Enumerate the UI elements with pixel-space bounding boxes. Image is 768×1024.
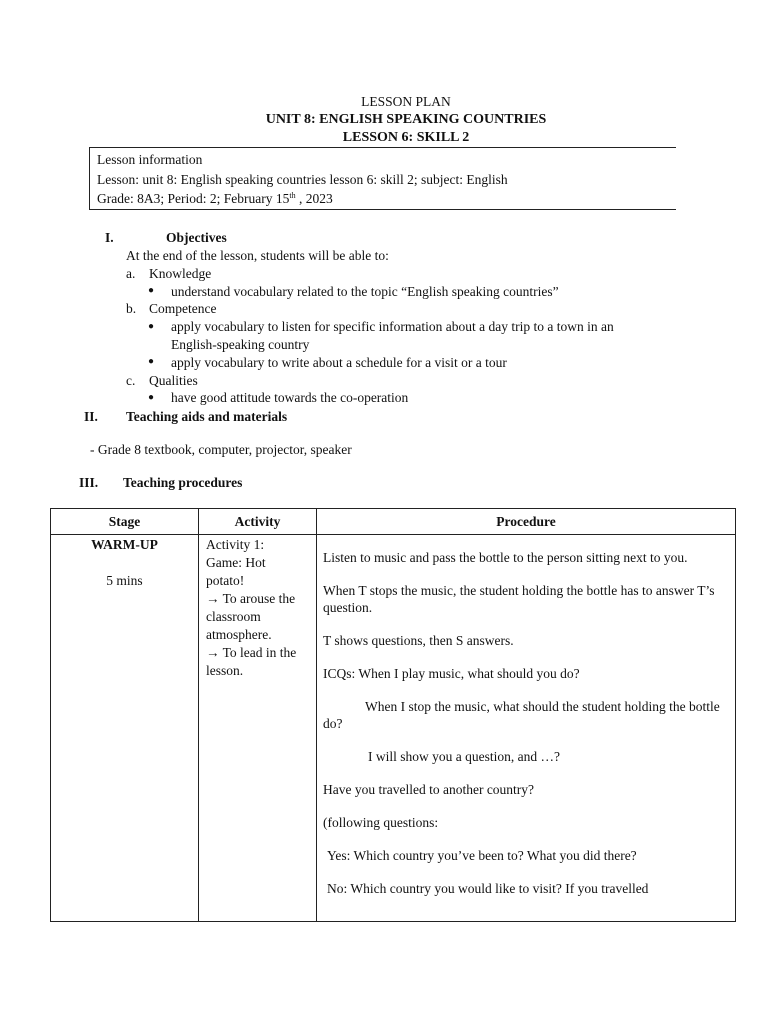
procedure-cell — [317, 535, 736, 922]
header-stage: Stage — [51, 509, 199, 535]
objectives-heading: Objectives — [166, 230, 227, 245]
activity-line: atmosphere. — [206, 627, 272, 642]
qualities-letter: c. — [126, 373, 136, 388]
procedure-step: Have you travelled to another country? — [323, 782, 535, 797]
qualities-item: have good attitude towards the co-operation — [171, 390, 409, 405]
aids-numeral: II. — [84, 409, 98, 424]
grade-text: Grade: 8A3; Period: 2; February 15 — [97, 191, 290, 206]
lesson-info-box — [89, 147, 676, 210]
competence-label: Competence — [149, 301, 217, 316]
competence-letter: b. — [126, 301, 137, 316]
lesson-plan-title: LESSON PLAN — [361, 94, 451, 109]
lesson-title: LESSON 6: SKILL 2 — [342, 130, 470, 145]
competence-item-1: apply vocabulary to listen for specific information about a day trip to a town in an — [171, 319, 614, 334]
unit-title: UNIT 8: ENGLISH SPEAKING COUNTRIES — [265, 112, 547, 127]
grade-line — [97, 189, 676, 209]
bullet-icon: ● — [148, 285, 155, 296]
procedure-step: No: Which country you would like to visit? If you travelled — [327, 881, 649, 896]
objectives-intro: At the end of the lesson, students will be able to: — [126, 248, 389, 263]
objectives-numeral: I. — [105, 230, 114, 245]
procedure-step: ICQs: When I play music, what should you do? — [323, 666, 580, 681]
table-row — [51, 535, 736, 922]
procedure-step: When T stops the music, the student holding the bottle has to answer T’s question. — [323, 583, 715, 615]
year-text: , 2023 — [295, 191, 333, 206]
stage-time: 5 mins — [106, 573, 143, 588]
procedure-table — [50, 508, 736, 922]
activity-line: classroom — [206, 609, 261, 624]
header-activity: Activity — [199, 509, 317, 535]
activity-cell — [199, 535, 317, 922]
qualities-label: Qualities — [149, 373, 198, 388]
procedures-numeral: III. — [79, 475, 99, 490]
competence-item-2: apply vocabulary to write about a schedule for a visit or a tour — [171, 355, 507, 370]
activity-line: → To arouse the — [206, 591, 296, 606]
procedure-step: Yes: Which country you’ve been to? What you did there? — [327, 848, 637, 863]
activity-line: Game: Hot — [206, 555, 266, 570]
procedure-step: T shows questions, then S answers. — [323, 633, 514, 648]
lesson-info-heading: Lesson information — [97, 152, 203, 167]
aids-content: - Grade 8 textbook, computer, projector, speaker — [90, 442, 352, 457]
procedure-step: (following questions: — [323, 815, 439, 830]
activity-line: lesson. — [206, 663, 244, 678]
procedures-heading: Teaching procedures — [123, 475, 243, 490]
knowledge-letter: a. — [126, 266, 136, 281]
table-header-row — [51, 509, 736, 535]
aids-heading: Teaching aids and materials — [126, 409, 288, 424]
procedure-step: I will show you a question, and …? — [368, 749, 560, 764]
bullet-icon: ● — [148, 392, 155, 403]
stage-name: WARM-UP — [91, 537, 158, 552]
procedure-step: When I stop the music, what should the student holding the bottle do? — [323, 699, 720, 731]
lesson-line: Lesson: unit 8: English speaking countries lesson 6: skill 2; subject: English — [97, 171, 508, 187]
activity-line: → To lead in the — [206, 645, 297, 660]
knowledge-label: Knowledge — [149, 266, 212, 281]
stage-cell — [51, 535, 199, 922]
activity-line: potato! — [206, 573, 245, 588]
procedure-step: Listen to music and pass the bottle to the person sitting next to you. — [323, 550, 688, 565]
header-procedure: Procedure — [317, 509, 736, 535]
bullet-icon: ● — [148, 356, 155, 367]
competence-item-1-cont: English-speaking country — [171, 337, 310, 352]
bullet-icon: ● — [148, 321, 155, 332]
date-suffix: th — [289, 191, 296, 200]
knowledge-item: understand vocabulary related to the topic “English speaking countries” — [171, 284, 559, 299]
activity-line: Activity 1: — [206, 537, 265, 552]
